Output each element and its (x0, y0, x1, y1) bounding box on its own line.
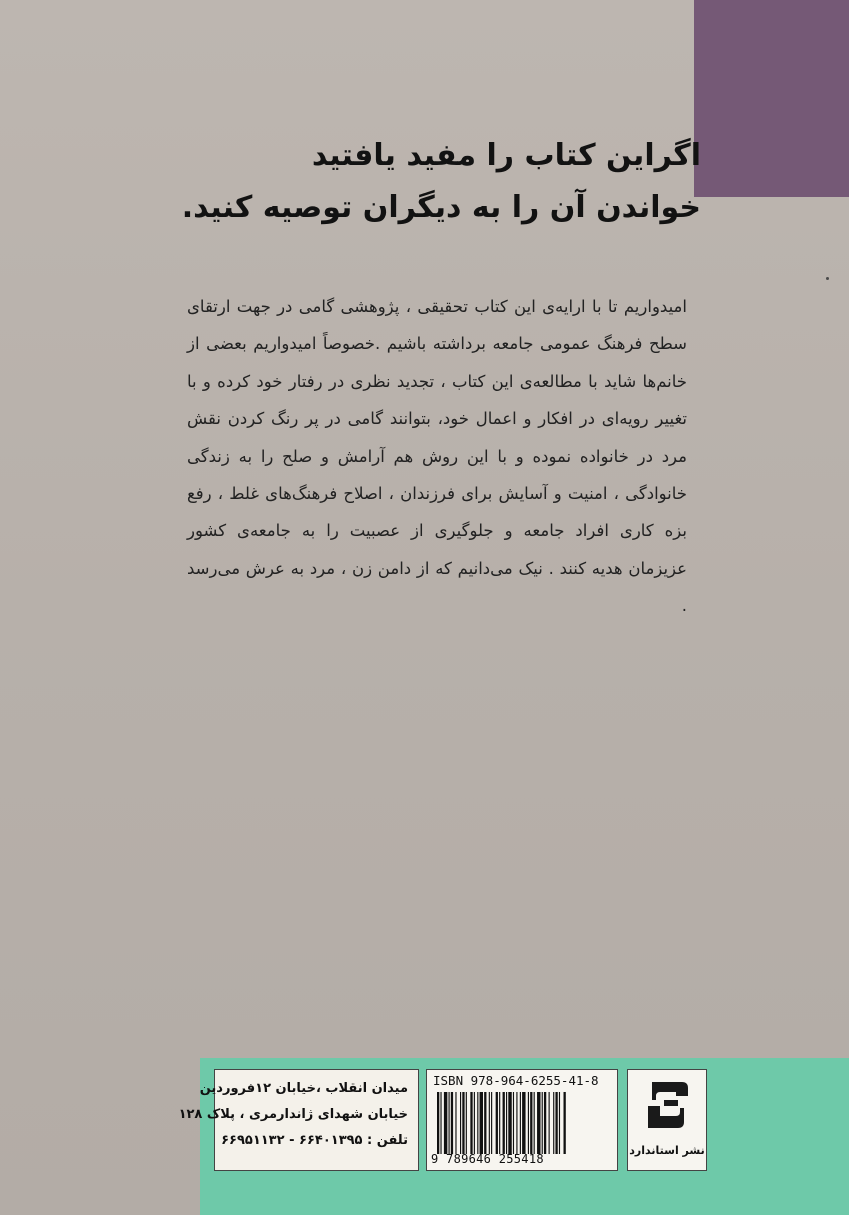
barcode-bar (462, 1092, 464, 1154)
barcode-bar (503, 1092, 505, 1154)
barcode-bar (449, 1092, 450, 1154)
address-line-1: میدان انقلاب ،خیابان ۱۲فروردین (199, 1081, 408, 1096)
barcode-digits: 9 789646 255418 (431, 1152, 544, 1166)
barcode-bar (470, 1092, 472, 1154)
barcode-bar (555, 1092, 557, 1154)
barcode-bar (564, 1092, 566, 1154)
publisher-address-box (178, 1069, 419, 1171)
barcode-bar (499, 1092, 500, 1154)
barcode-bar (496, 1092, 498, 1154)
barcode-bar (542, 1092, 543, 1154)
barcode-bar (480, 1092, 483, 1154)
barcode-bar (466, 1092, 467, 1154)
body-paragraph: امیدواریم تا با ارایه‌ی این کتاب تحقیقی ، پژوهشی گامی در جهت ارتقای سطح فرهنگ عمومی جامعه برداشته باشیم .خصوصاً امیدواریم بعضی از خانم‌ها شاید با مطالعه‌ی این کتاب ، تجدید نظری در رفتار خود کرده و با تغییر رویه‌ای در افکار و اعمال خود، بتوانند گامی در پر رنگ کردن نقش مرد در خانواده نموده و با این روش هم آرامش و صلح را به زندگی خانوادگی ، امنیت و آسایش برای فرزندان ، اصلاح فرهنگ‌های غلط ، رفع بزه کاری افراد جامعه و جلوگیری از عصبیت را به جامعه‌ی کشور عزیزمان هدیه کنند . نیک می‌دانیم که از دامن زن ، مرد به عرش می‌رسد . (187, 297, 687, 616)
barcode-bar (506, 1092, 507, 1154)
headline (181, 130, 701, 234)
barcode-bar (508, 1092, 511, 1154)
barcode-bar (530, 1092, 532, 1154)
barcode-bar (489, 1092, 490, 1154)
barcode-bar (528, 1092, 529, 1154)
barcode-bar (440, 1092, 441, 1154)
isbn-barcode-box (426, 1069, 618, 1171)
barcode-bar (534, 1092, 535, 1154)
barcode-bar (522, 1092, 525, 1154)
address-line-2: خیابان شهدای ژاندارمری ، پلاک ۱۲۸ (178, 1107, 408, 1122)
barcode-bar (437, 1092, 439, 1154)
barcode-bar (520, 1092, 521, 1154)
barcode-bar (484, 1092, 486, 1154)
speck-mark (826, 277, 829, 280)
barcode-bar (537, 1092, 540, 1154)
barcode-bar (553, 1092, 554, 1154)
barcode-image (435, 1092, 611, 1154)
barcode-bar (559, 1092, 560, 1154)
phone-line: تلفن : ۶۶۴۰۱۳۹۵ - ۶۶۹۵۱۱۳۲ (221, 1133, 408, 1148)
publisher-logo-box (627, 1069, 707, 1171)
barcode-bar (477, 1092, 478, 1154)
barcode-bar (460, 1092, 461, 1154)
barcode-bar (474, 1092, 475, 1154)
barcode-bar (455, 1092, 456, 1154)
publisher-logo-icon (642, 1076, 694, 1136)
headline-line-1: اگراین کتاب را مفید یافتید (311, 138, 701, 173)
isbn-text: ISBN 978-964-6255-41-8 (433, 1073, 599, 1088)
barcode-bar (444, 1092, 447, 1154)
barcode-bar (513, 1092, 514, 1154)
barcode-bar (516, 1092, 517, 1154)
barcode-bar (544, 1092, 546, 1154)
publisher-name: نشر استاندارد (629, 1144, 705, 1157)
barcode-bar (451, 1092, 453, 1154)
barcode-bar (491, 1092, 492, 1154)
barcode-bar (549, 1092, 550, 1154)
headline-line-2: خواندن آن را به دیگران توصیه کنید. (181, 190, 701, 225)
purple-corner-block (694, 0, 849, 197)
